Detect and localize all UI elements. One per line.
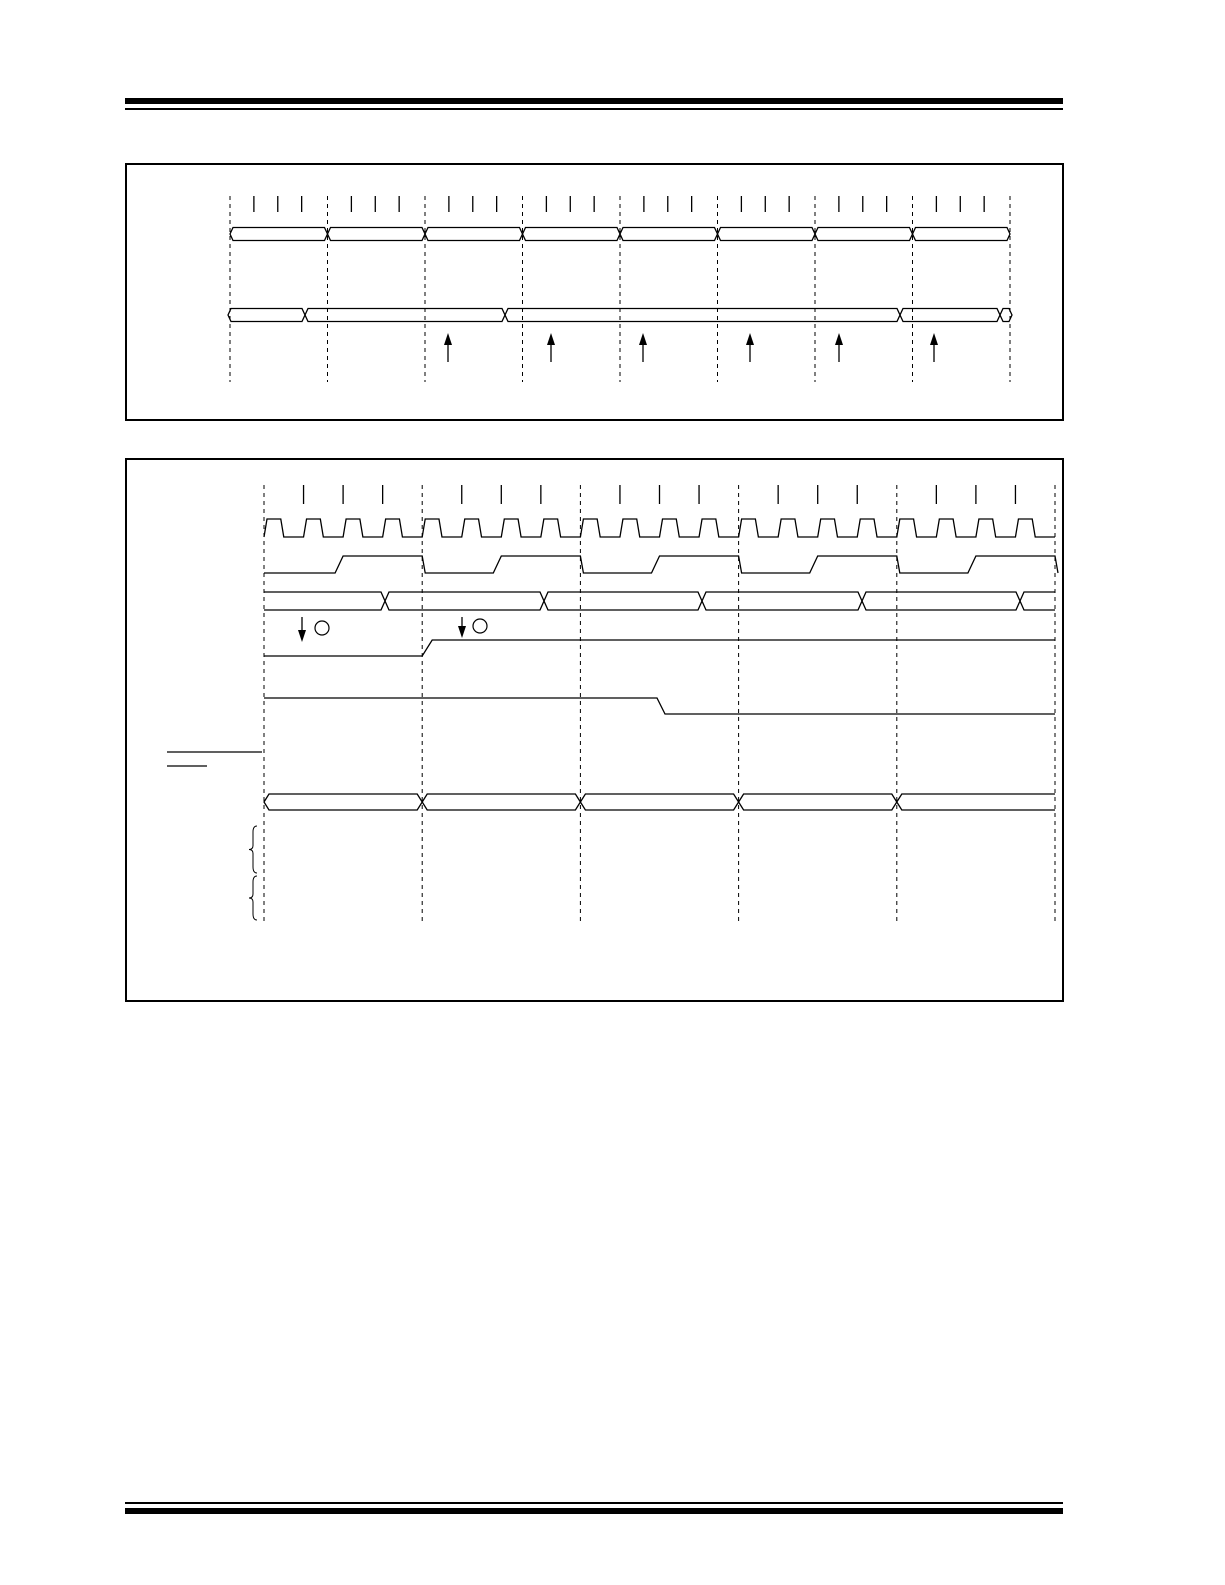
marker-circle — [315, 621, 329, 635]
fetch-arrow-head — [639, 333, 647, 345]
bus-2-segment — [1000, 309, 1012, 322]
bus-segment — [264, 592, 385, 610]
fetch-arrow-head — [835, 333, 843, 345]
clock-waveform — [264, 519, 1055, 537]
bus-segment — [1020, 592, 1055, 610]
step-up-waveform — [264, 640, 1055, 656]
address-bus-segment — [264, 794, 422, 810]
header-rule — [125, 98, 1063, 110]
marker-circle — [473, 619, 487, 633]
bus-segment — [385, 592, 544, 610]
bus-segment — [702, 592, 862, 610]
bus-1-segment — [425, 228, 523, 241]
bus-1-segment — [620, 228, 718, 241]
address-bus-segment — [580, 794, 738, 810]
footer-rule — [125, 1502, 1063, 1514]
bus-1-segment — [815, 228, 913, 241]
fetch-arrow-head — [547, 333, 555, 345]
marker-arrow-head — [298, 630, 306, 642]
fetch-arrow-head — [930, 333, 938, 345]
bus-1-segment — [718, 228, 816, 241]
bus-1-segment — [523, 228, 621, 241]
bus-segment — [862, 592, 1020, 610]
timing-diagram-2-frame — [126, 459, 1063, 1001]
brace — [249, 826, 257, 873]
address-bus-segment — [897, 794, 1055, 810]
bus-segment — [544, 592, 702, 610]
brace — [249, 876, 257, 920]
pulse-waveform — [264, 556, 1058, 573]
timing-diagram-2 — [167, 485, 1058, 925]
bus-1-segment — [913, 228, 1011, 241]
bus-1-segment — [328, 228, 426, 241]
bus-2-segment — [505, 309, 900, 322]
marker-arrow-head — [458, 626, 466, 638]
address-bus-segment — [422, 794, 580, 810]
address-bus-segment — [739, 794, 897, 810]
bus-1-segment — [230, 228, 328, 241]
bus-2-segment — [900, 309, 1000, 322]
fetch-arrow-head — [746, 333, 754, 345]
fetch-arrow-head — [444, 333, 452, 345]
step-down-waveform — [264, 698, 1055, 714]
bus-2-segment — [305, 309, 505, 322]
bus-2-segment — [228, 309, 305, 322]
timing-diagram-1 — [228, 196, 1012, 382]
